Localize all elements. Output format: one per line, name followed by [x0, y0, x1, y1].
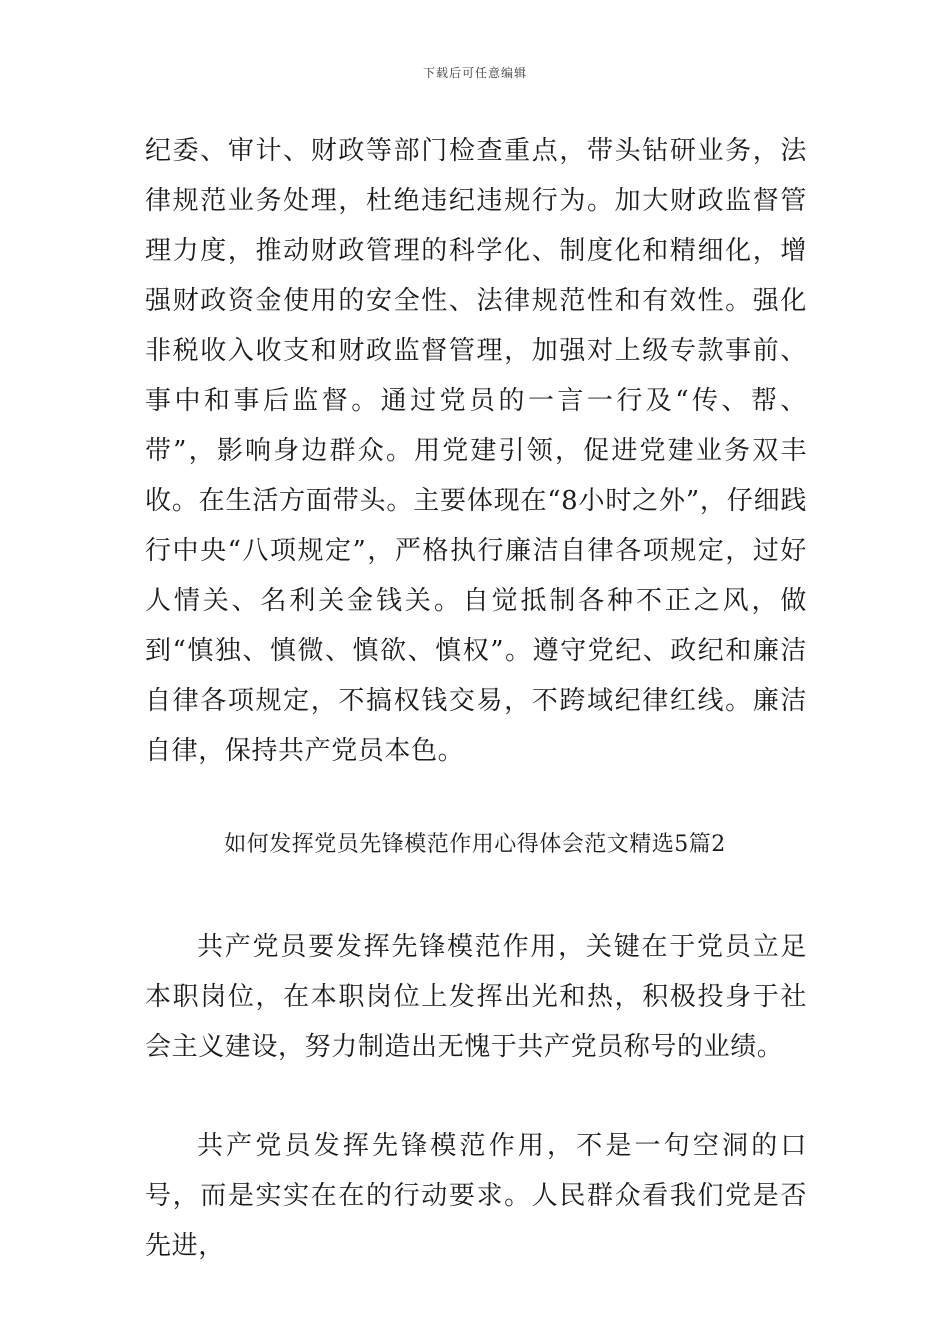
body-paragraph: 纪委、审计、财政等部门检查重点，带头钻研业务，法律规范业务处理，杜绝违纪违规行为。加大财政监督管理力度，推动财政管理的科学化、制度化和精细化，增强财政资金使用的安全性、法律规范性和有效性。强化非税收入收支和财政监督管理，加强对上级专款事前、事中和事后监督。通过党员的一言一行及“传、帮、带”，影响身边群众。用党建引领，促进党建业务双丰收。在生活方面带头。主要体现在“8小时之外”，仔细践行中央“八项规定”，严格执行廉洁自律各项规定，过好人情关、名利关金钱关。自觉抵制各种不正之风，做到“慎独、慎微、慎欲、慎权”。遵守党纪、政纪和廉洁自律各项规定，不搞权钱交易，不跨域纪律红线。廉洁自律，保持共产党员本色。 — [145, 136, 807, 766]
body-paragraph: 共产党员发挥先锋模范作用，不是一句空洞的口号，而是实实在在的行动要求。人民群众看我们党是否先进， — [145, 1131, 807, 1261]
body-paragraph: 共产党员要发挥先锋模范作用，关键在于党员立足本职岗位，在本职岗位上发挥出光和热，积极投身于社会主义建设，努力制造出无愧于共产党员称号的业绩。 — [145, 932, 807, 1062]
section-heading: 如何发挥党员先锋模范作用心得体会范文精选5篇2 — [224, 832, 726, 857]
header-note: 下载后可任意编辑 — [422, 66, 527, 80]
